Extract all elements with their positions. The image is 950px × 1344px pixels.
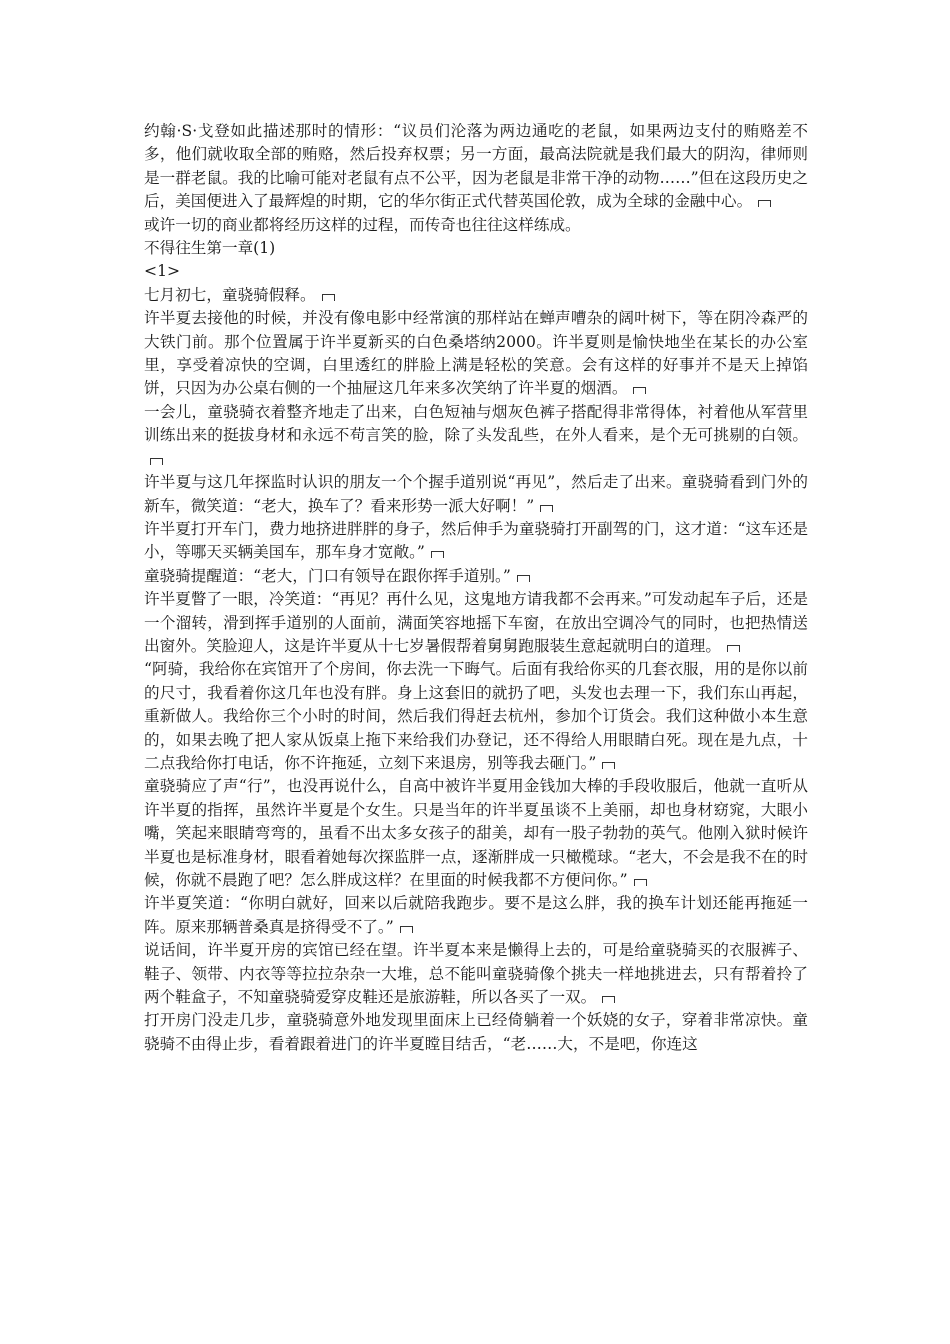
paragraph: [144, 588, 808, 658]
paragraph-text: 或许一切的商业都将经历这样的过程，而传奇也往往这样练成。: [144, 215, 581, 234]
paragraph-text: 许半夏去接他的时候，并没有像电影中经常演的那样站在蝉声嘈杂的阔叶树下，等在阴冷森严的大铁门前。那个位置属于许半夏新买的白色桑塔纳2000。许半夏则是愉快地坐在某长的办公室里，享受着凉快的空调，白里透红的胖脸上满是轻松的笑意。会有这样的好事并不是天上掉馅饼，只因为办公桌右侧的一个抽屉这几年来多次笑纳了许半夏的烟酒。: [144, 309, 808, 398]
paragraph-end-mark-icon: [602, 762, 615, 769]
paragraph: [144, 284, 808, 307]
paragraph-end-mark-icon: [727, 645, 740, 652]
paragraph-end-mark-icon: [322, 294, 335, 301]
paragraph-text: 一会儿，童骁骑衣着整齐地走了出来，白色短袖与烟灰色裤子搭配得非常得体，衬着他从军营里训练出来的挺拔身材和永远不苟言笑的脸，除了头发乱些，在外人看来，是个无可挑剔的白领。: [144, 402, 808, 445]
paragraph-end-mark-icon: [517, 575, 530, 582]
paragraph-text: 许半夏打开车门，费力地挤进胖胖的身子，然后伸手为童骁骑打开副驾的门，这才道：“这车还是小，等哪天买辆美国车，那车身才宽敞。”: [144, 519, 808, 562]
paragraph-text: 约翰·S·戈登如此描述那时的情形：“议员们沦落为两边通吃的老鼠，如果两边支付的贿赂差不多，他们就收取全部的贿赂，然后投弃权票；另一方面，最高法院就是我们最大的阴沟，律师则是一群老鼠。我的比喻可能对老鼠有点不公平，因为老鼠是非常干净的动物……”但在这段历史之后，美国便进入了最辉煌的时期，它的华尔街正式代替英国伦敦，成为全球的金融中心。: [144, 122, 808, 211]
paragraph-end-mark-icon: [602, 996, 615, 1003]
paragraph: [144, 307, 808, 401]
paragraph-end-mark-icon: [431, 551, 444, 558]
paragraph-text: 说话间，许半夏开房的宾馆已经在望。许半夏本来是懒得上去的，可是给童骁骑买的衣服裤子、鞋子、领带、内衣等等拉拉杂杂一大堆，总不能叫童骁骑像个挑夫一样地挑进去，只有帮着拎了两个鞋盒子，不知童骁骑爱穿皮鞋还是旅游鞋，所以各买了一双。: [144, 941, 808, 1007]
paragraph: [144, 565, 808, 588]
paragraph-text: 打开房门没走几步，童骁骑意外地发现里面床上已经倚躺着一个妖娆的女子，穿着非常凉快。童骁骑不由得止步，看着跟着进门的许半夏瞠目结舌，“老……大，不是吧，你连这: [144, 1011, 808, 1053]
paragraph: [144, 401, 808, 471]
paragraph: [144, 214, 808, 237]
paragraph-end-mark-icon: [634, 879, 647, 886]
paragraph: [144, 518, 808, 565]
paragraph-end-mark-icon: [540, 505, 553, 512]
paragraph-text: 许半夏瞥了一眼，冷笑道：“再见？再什么见，这鬼地方请我都不会再来。”可发动起车子后，还是一个溜转，滑到挥手道别的人面前，满面笑容地摇下车窗，在放出空调冷气的同时，也把热情送出窗外。笑脸迎人，这是许半夏从十七岁暑假帮着舅舅跑服装生意起就明白的道理。: [144, 590, 808, 655]
paragraph: [144, 892, 808, 939]
section-number-text: <1>: [144, 262, 181, 281]
paragraph-text: 许半夏笑道：“你明白就好，回来以后就陪我跑步。要不是这么胖，我的换车计划还能再拖延一阵。原来那辆普桑真是挤得受不了。”: [144, 894, 808, 936]
paragraph-end-mark-icon: [400, 926, 413, 933]
section-number: [144, 260, 808, 283]
paragraph-text: 童骁骑提醒道：“老大，门口有领导在跟你挥手道别。”: [144, 566, 511, 585]
paragraph: [144, 658, 808, 775]
paragraph: [144, 120, 808, 214]
paragraph-end-mark-icon: [633, 387, 646, 394]
paragraph-text: 许半夏与这几年探监时认识的朋友一个个握手道别说“再见”，然后走了出来。童骁骑看到门外的新车，微笑道：“老大，换车了？看来形势一派大好啊！”: [144, 473, 808, 515]
paragraph: [144, 1009, 808, 1056]
paragraph-text: 童骁骑应了声“行”，也没再说什么，自高中被许半夏用金钱加大棒的手段收服后，他就一直听从许半夏的指挥，虽然许半夏是个女生。只是当年的许半夏虽谈不上美丽，却也身材窈窕，大眼小嘴，笑起来眼睛弯弯的，虽看不出太多女孩子的甜美，却有一股子勃勃的英气。他刚入狱时候许半夏也是标准身材，眼看着她每次探监胖一点，逐渐胖成一只橄榄球。“老大，不会是我不在的时候，你就不晨跑了吧？怎么胖成这样？在里面的时候我都不方便问你。”: [144, 777, 808, 889]
paragraph: [144, 471, 808, 518]
paragraph: [144, 939, 808, 1009]
document-body: [144, 120, 808, 1056]
paragraph-text: 七月初七，童骁骑假释。: [144, 285, 316, 304]
paragraph: [144, 775, 808, 892]
paragraph-end-mark-icon: [758, 200, 771, 207]
chapter-title: [144, 237, 808, 260]
paragraph-end-mark-icon: [150, 458, 163, 465]
chapter-title-text: 不得往生第一章(1): [144, 239, 276, 258]
paragraph-text: “阿骑，我给你在宾馆开了个房间，你去洗一下晦气。后面有我给你买的几套衣服，用的是你以前的尺寸，我看着你这几年也没有胖。身上这套旧的就扔了吧，头发也去理一下，我们东山再起，重新做人。我给你三个小时的时间，然后我们得赶去杭州，参加个订货会。我们这种做小本生意的，如果去晚了把人家从饭桌上拖下来给我们办登记，还不得给人用眼睛白死。现在是九点，十二点我给你打电话，你不许拖延，立刻下来退房，别等我去砸门。”: [144, 660, 808, 772]
